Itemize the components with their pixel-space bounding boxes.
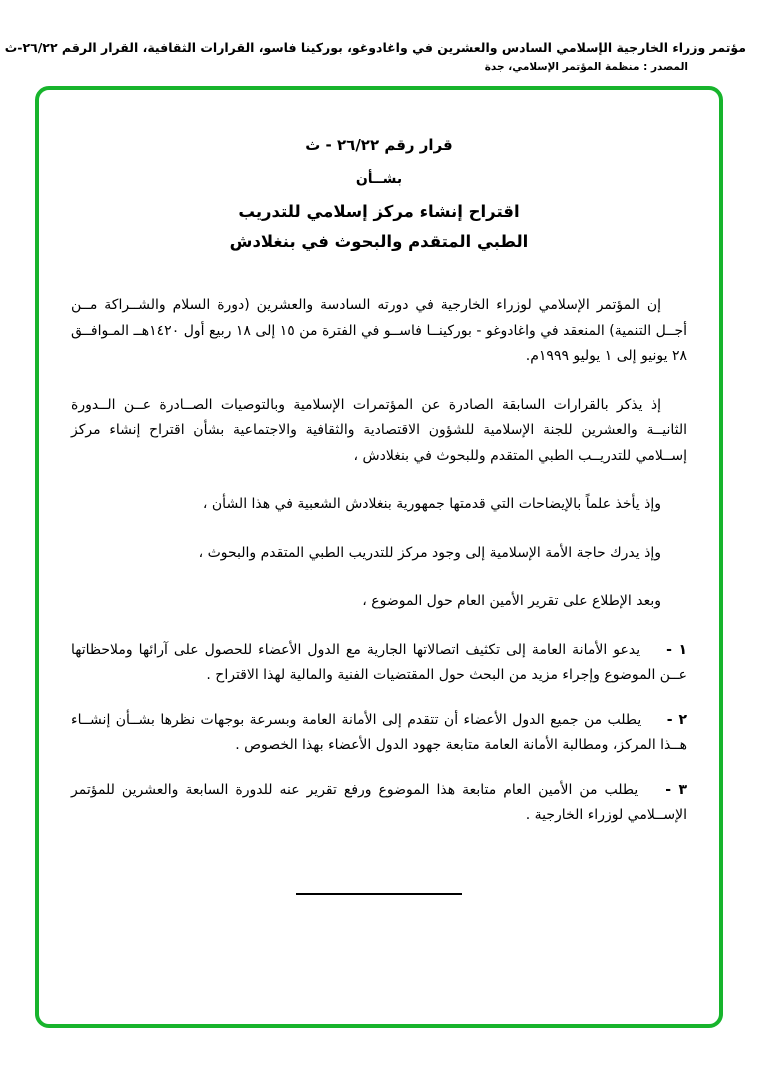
regarding-label: بشــأن bbox=[355, 171, 403, 187]
separator-line bbox=[296, 893, 462, 895]
preamble-paragraph-3: وإذ يأخذ علماً بالإيضاحات التي قدمتها جمهورية بنغلادش الشعبية في هذا الشأن ، bbox=[202, 496, 661, 512]
item-number: ٣ - bbox=[665, 781, 688, 798]
source-line: المصدر : منظمة المؤتمر الإسلامي، جدة bbox=[484, 61, 688, 73]
preamble-paragraph-2: إذ يذكر بالقرارات السابقة الصادرة عن المؤتمرات الإسلامية وبالتوصيات الصــادرة عــن الــدورة الثانيــة والعشرين للجنة الإسلامية للشؤون الاقتصادية والثقافية والاجتماعية بشأن اقتراح إنشاء مركز إســلامي للتدريــب الطبي المتقدم وللبحوث في بنغلادش ، bbox=[71, 396, 687, 464]
resolution-title-block bbox=[71, 136, 687, 251]
item-text: يطلب من الأمين العام متابعة هذا الموضوع ورفع تقرير عنه للدورة السابعة والعشرين للمؤتمر الإســلامي لوزراء الخارجية . bbox=[71, 781, 687, 823]
item-text: يطلب من جميع الدول الأعضاء أن تتقدم إلى الأمانة العامة وبسرعة بوجهات نظرها بشــأن إنشــاء هــذا المركز، ومطالبة الأمانة العامة متابعة جهود الدول الأعضاء بهذا الخصوص . bbox=[71, 711, 687, 753]
resolution-number: قرار رقم ٢٦/٢٢ - ث bbox=[305, 136, 453, 154]
preamble-paragraph-1: إن المؤتمر الإسلامي لوزراء الخارجية في دورته السادسة والعشرين (دورة السلام والشــراكة مــن أجــل التنمية) المنعقد في واغادوغو - بوركينــا فاســو في الفترة من ١٥ إلى ١٨ ربيع أول ١٤٢٠هــ المـوافــق ٢٨ يونيو إلى ١ يوليو ١٩٩٩م. bbox=[71, 297, 687, 364]
item-number: ٢ - bbox=[666, 711, 687, 728]
document-header bbox=[0, 0, 758, 73]
resolution-item-1 bbox=[71, 638, 687, 689]
item-number: ١ - bbox=[666, 641, 688, 658]
operative-section bbox=[71, 638, 687, 829]
preamble-paragraph-4: وإذ يدرك حاجة الأمة الإسلامية إلى وجود مركز للتدريب الطبي المتقدم والبحوث ، bbox=[198, 544, 661, 561]
preamble-section bbox=[71, 293, 687, 615]
resolution-border-box bbox=[35, 86, 723, 1028]
subject-line-1: اقتراح إنشاء مركز إسلامي للتدريب bbox=[238, 202, 520, 221]
resolution-item-2 bbox=[71, 708, 687, 759]
resolution-item-3 bbox=[71, 778, 687, 829]
preamble-paragraph-5: وبعد الإطلاع على تقرير الأمين العام حول الموضوع ، bbox=[362, 593, 661, 609]
citation-line: مؤتمر وزراء الخارجية الإسلامي السادس والعشرين في واغادوغو، بوركينا فاسو، القرارات الثقافية، القرار الرقم ٢٦/٢٢-ث bbox=[4, 40, 746, 55]
item-text: يدعو الأمانة العامة إلى تكثيف اتصالاتها الجارية مع الدول الأعضاء للحصول على آرائها وملاحظاتها عــن الموضوع وإجراء مزيد من البحث حول المقتضيات الفنية والمالية لهذا الاقتراح . bbox=[71, 641, 687, 683]
subject-line-2: الطبي المتقدم والبحوث في بنغلادش bbox=[229, 232, 529, 251]
